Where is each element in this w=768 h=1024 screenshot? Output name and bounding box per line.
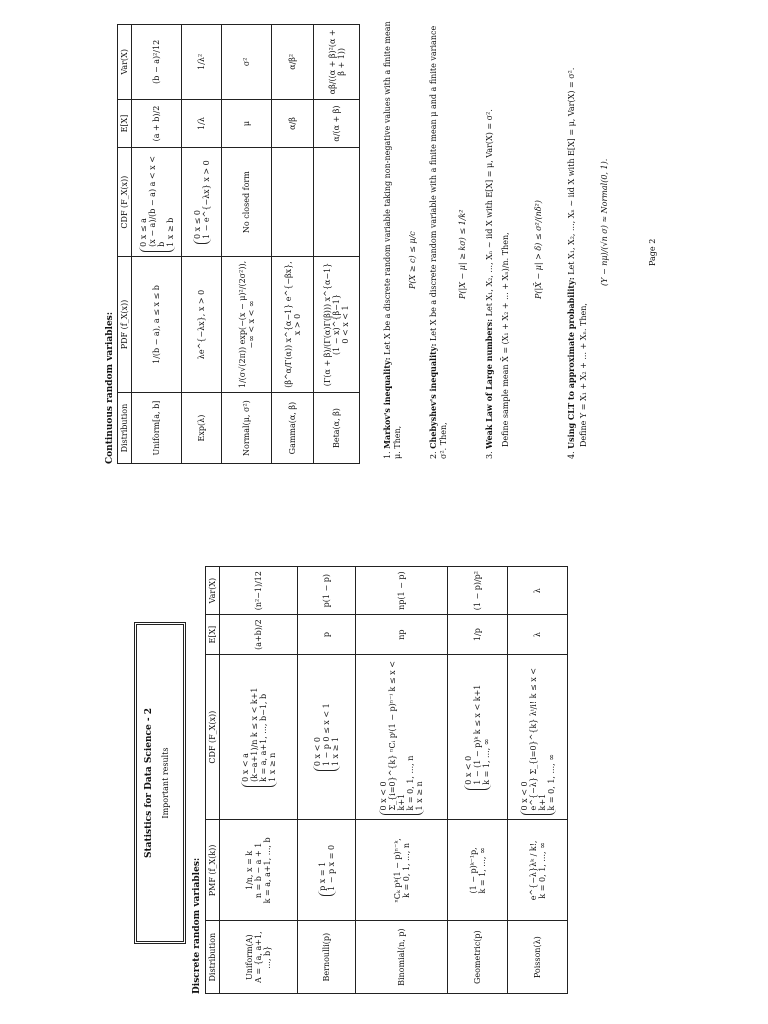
dist-cell: Exp(λ) — [182, 393, 222, 464]
column-header: PMF (f_X(k)) — [206, 820, 220, 921]
column-header: E[X] — [118, 99, 132, 148]
result-title: Weak Law of Large numbers: — [484, 318, 494, 449]
result-equation: P(|X − μ| ≥ kσ) ≤ 1/k² — [458, 209, 467, 299]
result-number: 2. — [429, 451, 438, 459]
pmf-cell: 1/n, x = k n = b − a + 1 k = a, a+1, ..., b — [220, 820, 298, 921]
table-row — [508, 567, 568, 994]
result-equation: (Y − nμ)/(√n σ) ≈ Normal(0, 1). — [600, 158, 609, 286]
pmf-cell: p x = 1 1 − p x = 0 — [318, 845, 336, 896]
dist-cell: Uniform(A) A = {a, a+1, ..., b} — [220, 921, 298, 994]
cdf-cell: 0 x ≤ a (x − a)/(b − a) a < x < b 1 x ≥ b — [139, 152, 175, 251]
mean-cell: μ — [222, 99, 272, 148]
cdf-cell-wrap — [182, 148, 222, 256]
table-header-row — [206, 567, 220, 994]
mean-cell: (a + b)/2 — [132, 99, 182, 148]
cdf-cell: 0 x < 0 Σ_{i=0}^{k} ⁿCᵢ pⁱ(1 − p)ⁿ⁻ⁱ k ≤ x < k+1 k = 0, 1, ..., n 1 x ≥ n — [379, 659, 424, 816]
dist-cell: Beta(α, β) — [314, 393, 360, 464]
pdf-cell: 1/(σ√(2π)) exp(−(x − μ)²/(2σ²)), −∞ < x < ∞ — [222, 256, 272, 392]
pmf-cell: e^{−λ}λᵏ / k!, k = 0, 1, ..., ∞ — [508, 820, 568, 921]
continuous-table — [117, 24, 360, 464]
pmf-cell: ⁿCₖ pᵏ(1 − p)ⁿ⁻ᵏ, k = 0, 1, ..., n — [356, 820, 448, 921]
result-text: Define Y = X₁ + X₂ + ... + Xₙ. Then, — [579, 303, 589, 447]
dist-cell: Binomial(n, p) — [356, 921, 448, 994]
cdf-cell-wrap — [298, 654, 356, 820]
var-cell: σ² — [222, 25, 272, 100]
table-row — [220, 567, 298, 994]
result-text: Let X₁, X₂, ..., Xₙ ∼ iid X with E[X] = μ, Var(X) = σ². — [485, 109, 494, 317]
result-item — [428, 19, 450, 459]
var-cell: (n²−1)/12 — [220, 567, 298, 615]
var-cell: p(1 − p) — [298, 567, 356, 615]
var-cell: (b − a)²/12 — [132, 25, 182, 100]
dist-cell: Normal(μ, σ²) — [222, 393, 272, 464]
cdf-cell: No closed form — [222, 148, 272, 256]
pmf-cell: (1 − p)ᵏ⁻¹p, k = 1, ..., ∞ — [448, 820, 508, 921]
result-equation: P(|X̄ − μ| > δ) ≤ σ²/(nδ²) — [534, 200, 543, 299]
mean-cell: p — [298, 615, 356, 655]
var-cell: α/β² — [272, 25, 314, 100]
result-number: 3. — [485, 451, 494, 459]
table-row — [314, 25, 360, 464]
dist-cell: Uniform[a, b] — [132, 393, 182, 464]
result-item — [566, 19, 590, 459]
dist-cell: Gamma(α, β) — [272, 393, 314, 464]
dist-cell: Bernoulli(p) — [298, 921, 356, 994]
pdf-cell: 1/(b − a), a ≤ x ≤ b — [132, 256, 182, 392]
mean-cell: 1/p — [448, 615, 508, 655]
discrete-table — [205, 566, 568, 994]
result-equation: P(X ≥ c) ≤ μ/c — [408, 231, 417, 289]
page-number: Page 2 — [648, 238, 657, 266]
column-header: Distribution — [118, 393, 132, 464]
cdf-cell-wrap — [132, 148, 182, 256]
result-title: Chebyshev's inequality: — [428, 343, 438, 449]
column-header: PDF (f_X(x)) — [118, 256, 132, 392]
cdf-cell-wrap — [508, 654, 568, 820]
cdf-cell: 0 x < 0 1 − (1 − p)ᵏ k ≤ x < k+1 k = 1, ..., ∞ — [464, 685, 491, 790]
table-row — [182, 25, 222, 464]
discrete-heading: Discrete random variables: — [192, 857, 202, 994]
var-cell: λ — [508, 567, 568, 615]
cdf-cell: 0 x ≤ 0 1 − e^{−λx} x > 0 — [193, 160, 211, 244]
column-header: Distribution — [206, 921, 220, 994]
var-cell: αβ/((α + β)²(α + β + 1)) — [314, 25, 360, 100]
result-number: 1. — [383, 451, 392, 459]
var-cell: (1 − p)/p² — [448, 567, 508, 615]
var-cell: 1/λ² — [182, 25, 222, 100]
var-cell: np(1 − p) — [356, 567, 448, 615]
table-row — [222, 25, 272, 464]
mean-cell: (a+b)/2 — [220, 615, 298, 655]
table-row — [298, 567, 356, 994]
dist-cell: Geometric(p) — [448, 921, 508, 994]
table-row — [356, 567, 448, 994]
mean-cell: np — [356, 615, 448, 655]
cdf-cell: 0 x < a (k−a+1)/n k ≤ x < k+1 k = a, a+1, ..., b−1, b 1 x ≥ n — [241, 688, 277, 787]
column-header: CDF (F_X(x)) — [206, 654, 220, 820]
result-text: Let X₁, X₂, ..., Xₙ ∼ iid X with E[X] = μ, Var(X) = σ². — [567, 67, 576, 275]
cdf-cell — [314, 148, 360, 256]
pmf-cell-wrap — [298, 820, 356, 921]
pdf-cell: (Γ(α + β)/(Γ(α)Γ(β))) x^{α−1}(1 − x)^{β−1} 0 < x < 1 — [314, 256, 360, 392]
page-title: Statistics for Data Science - 2 — [144, 707, 154, 859]
result-text: Let X be a discrete random variable with a finite mean μ and a finite variance σ². Then, — [429, 25, 449, 459]
cdf-cell-wrap — [356, 654, 448, 820]
column-header: CDF (F_X(x)) — [118, 148, 132, 256]
result-text: Define sample mean X̄ = (X₁ + X₂ + ... + Xₙ)/n. Then, — [501, 232, 511, 447]
table-header-row — [118, 25, 132, 464]
result-title: Markov's inequality: — [382, 357, 392, 449]
title-box — [134, 622, 186, 944]
result-item — [484, 19, 512, 459]
cdf-cell-wrap — [220, 654, 298, 820]
table-row — [132, 25, 182, 464]
result-title: Using CLT to approximate probability: — [566, 277, 576, 449]
column-header: E[X] — [206, 615, 220, 655]
result-text: Let X be a discrete random variable taking non-negative values with a finite mean μ. Then, — [383, 21, 403, 459]
cdf-cell: 0 x < 0 e^{−λ} Σ_{i=0}^{k} λⁱ/i! k ≤ x < k+1 k = 0, 1, ..., ∞ — [520, 659, 556, 816]
mean-cell: λ — [508, 615, 568, 655]
dist-cell: Poisson(λ) — [508, 921, 568, 994]
column-header: Var(X) — [206, 567, 220, 615]
result-number: 4. — [567, 451, 576, 459]
mean-cell: α/(α + β) — [314, 99, 360, 148]
column-header: Var(X) — [118, 25, 132, 100]
page-subtitle: Important results — [161, 747, 171, 819]
cdf-cell-wrap — [448, 654, 508, 820]
pdf-cell: λe^{−λx}, x > 0 — [182, 256, 222, 392]
cdf-cell: 0 x < 0 1 − p 0 ≤ x < 1 1 x ≥ 1 — [313, 703, 340, 771]
cdf-cell — [272, 148, 314, 256]
mean-cell: α/β — [272, 99, 314, 148]
mean-cell: 1/λ — [182, 99, 222, 148]
result-item — [382, 19, 404, 459]
continuous-heading: Continuous random variables: — [105, 311, 115, 464]
table-row — [272, 25, 314, 464]
pdf-cell: (β^α/Γ(α)) x^{α−1} e^{−βx}, x > 0 — [272, 256, 314, 392]
table-row — [448, 567, 508, 994]
